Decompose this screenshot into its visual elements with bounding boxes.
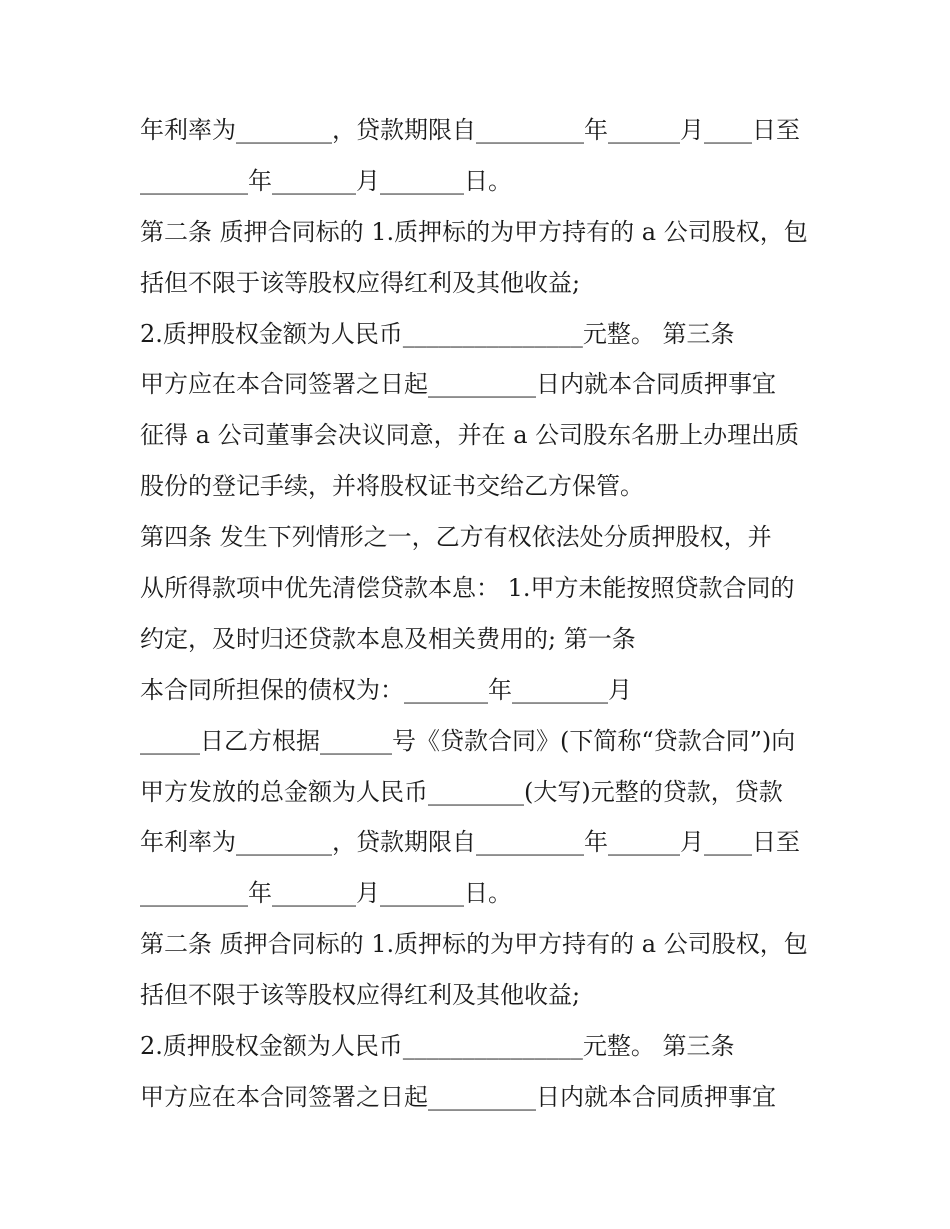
- text-line: 股份的登记手续，并将股权证书交给乙方保管。: [140, 472, 644, 501]
- text-line: 第二条 质押合同标的 1.质押标的为甲方持有的 a 公司股权，包: [140, 217, 808, 246]
- text-line: 括但不限于该等股权应得红利及其他收益;: [140, 268, 581, 297]
- text-line: _________年_______月_______日。: [140, 166, 512, 195]
- text-line: _____日乙方根据______号《贷款合同》(下简称“贷款合同”)向: [140, 726, 796, 755]
- text-line: 甲方应在本合同签署之日起_________日内就本合同质押事宜: [140, 1082, 776, 1111]
- text-line: 括但不限于该等股权应得红利及其他收益;: [140, 981, 581, 1010]
- text-line: 2.质押股权金额为人民币_______________元整。 第三条: [140, 319, 735, 348]
- text-line: 年利率为________，贷款期限自_________年______月____日至: [140, 828, 800, 857]
- text-line: 年利率为________，贷款期限自_________年______月____日至: [140, 116, 800, 144]
- text-line: 甲方应在本合同签署之日起_________日内就本合同质押事宜: [140, 370, 776, 399]
- text-line: 第四条 发生下列情形之一，乙方有权依法处分质押股权，并: [140, 523, 772, 552]
- text-line: 第二条 质押合同标的 1.质押标的为甲方持有的 a 公司股权，包: [140, 930, 808, 959]
- text-line: 本合同所担保的债权为：_______年________月: [140, 675, 632, 704]
- text-line: 甲方发放的总金额为人民币________(大写)元整的贷款，贷款: [140, 777, 783, 806]
- text-line: 征得 a 公司董事会决议同意，并在 a 公司股东名册上办理出质: [140, 421, 800, 450]
- text-line: 从所得款项中优先清偿贷款本息： 1.甲方未能按照贷款合同的: [140, 574, 795, 603]
- contract-text: [140, 105, 830, 1123]
- text-line: _________年_______月_______日。: [140, 879, 512, 908]
- text-line: 2.质押股权金额为人民币_______________元整。 第三条: [140, 1032, 735, 1061]
- text-line: 约定，及时归还贷款本息及相关费用的; 第一条: [140, 624, 636, 653]
